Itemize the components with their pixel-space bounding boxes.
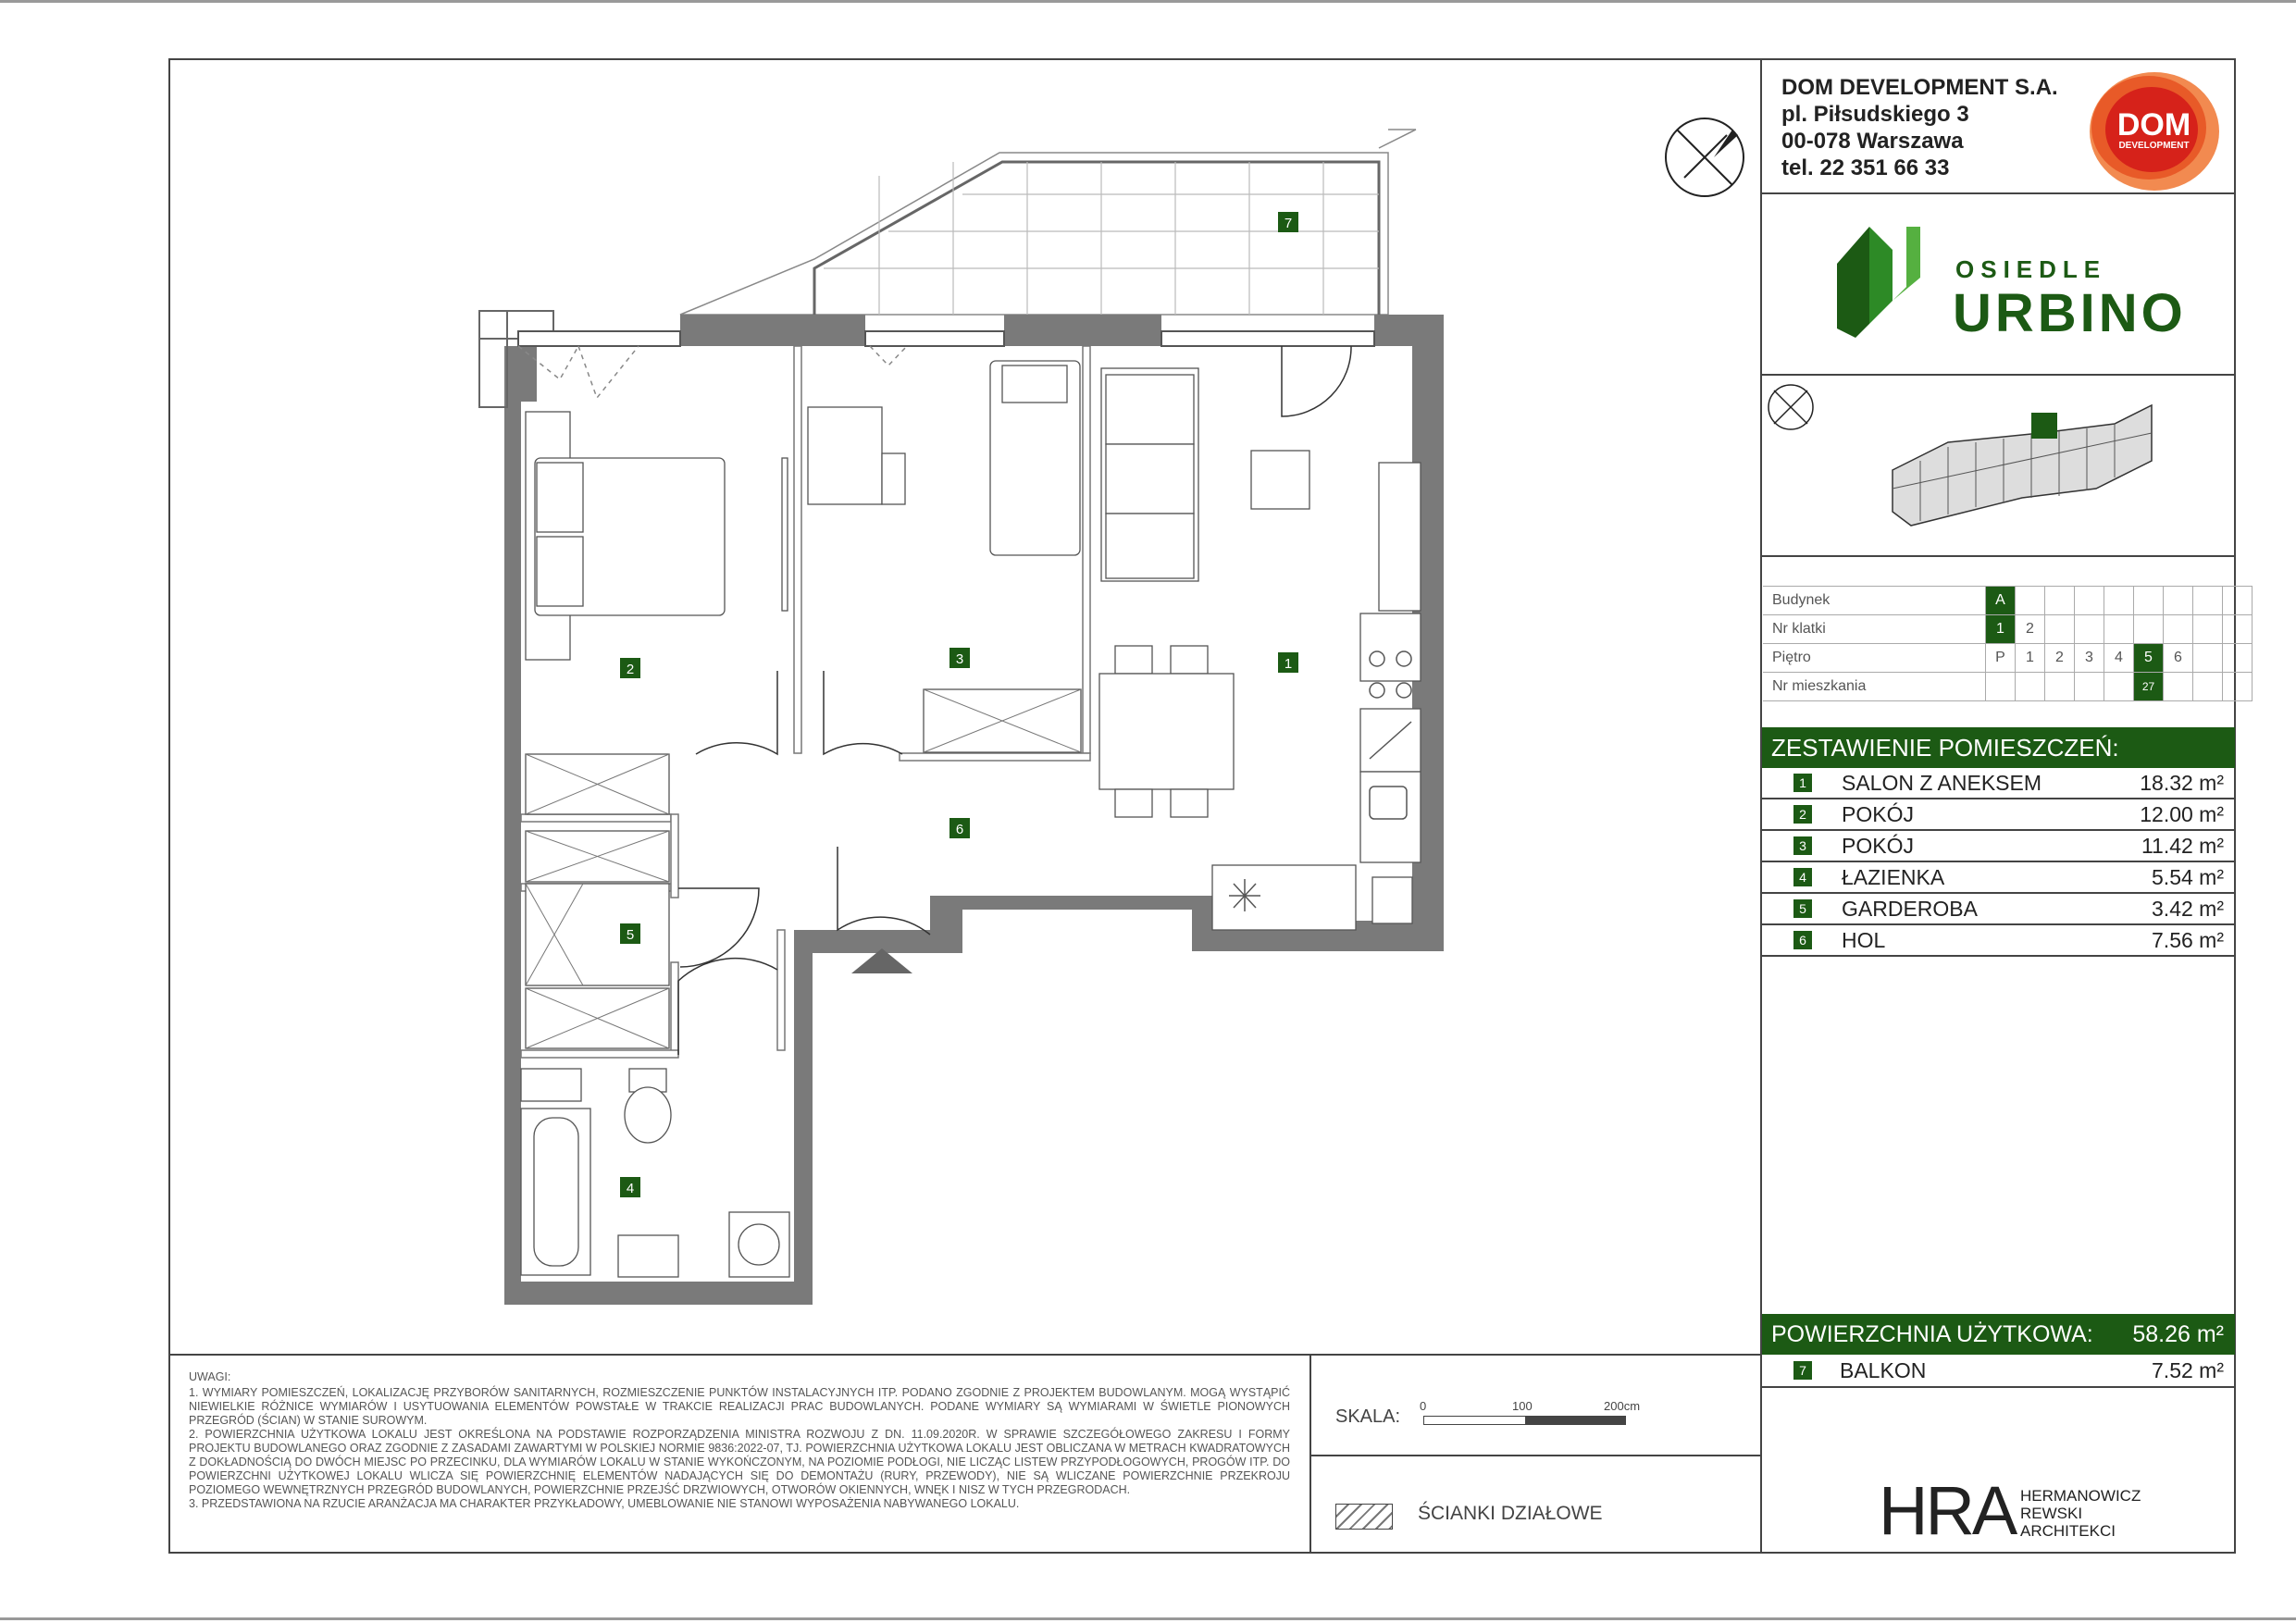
room-name: POKÓJ <box>1842 834 1914 858</box>
info-label-budynek: Budynek <box>1763 587 1986 615</box>
architect-name-2: REWSKI <box>2020 1505 2083 1522</box>
windows <box>518 331 1374 346</box>
rooms-header: ZESTAWIENIE POMIESZCZEŃ: <box>1762 727 2235 768</box>
info-value: P <box>1986 644 2016 673</box>
info-label-klatka: Nr klatki <box>1763 615 1986 644</box>
building-key-plan <box>1763 378 2235 553</box>
note-1: 1. WYMIARY POMIESZCZEŃ, LOKALIZACJĘ PRZYBORÓW SANITARNYCH, ROZMIESZCZENIE PUNKTÓW INSTALACYJNYCH ITP. PODANO ZGODNIE Z PROJEKTEM BUDOWLANYM. MOGĄ WYSTĄPIĆ NIEWIELKIE RÓŻNICE WYMIARÓW I USYTUOWANIA ELEMENTÓW POWSTAŁE W TRAKCIE REALIZACJI PRAC BUDOWLANYCH. PODANE WYMIARY SĄ WYMIARAMI W ŚWIETLE PIONOWYCH PRZEGRÓD (ŚCIAN) W STANIE SUROWYM. <box>189 1386 1290 1427</box>
total-area-value: 58.26 m² <box>2132 1321 2224 1347</box>
info-value: 5 <box>2134 644 2164 673</box>
partition-legend-label: ŚCIANKI DZIAŁOWE <box>1418 1503 1603 1524</box>
room-row <box>1762 799 2235 831</box>
room-row <box>1762 894 2235 925</box>
note-2: 2. POWIERZCHNIA UŻYTKOWA LOKALU JEST OKREŚLONA NA PODSTAWIE ROZPORZĄDZENIA MINISTRA ROZWOJU Z DN. 11.09.2020R. W SPRAWIE SZCZEGÓŁOWEGO ZAKRESU I FORMY PROJEKTU BUDOWLANEGO ORAZ ZGODNIE Z ZASADAMI ZAWARTYMI W POLSKIEJ NORMIE 9836:2022-07, TJ. POWIERZCHNIA UŻYTKOWA LOKALU JEST OBLICZANA W METRACH KWADRATOWYCH Z DOKŁADNOŚCIĄ DO DWÓCH MIEJSC PO PRZECINKU, DLA WYMIARÓW LOKALU W STANIE WYKOŃCZONYM, NA POZIOMIE PODŁOGI, NIE LICZĄC LISTEW PRZYPODŁOGOWYCH, PROGÓW ITP. DO POWIERZCHNI UŻYTKOWEJ LOKALU WLICZA SIĘ POWIERZCHNIĘ ELEMENTÓW NADAJĄCYCH SIĘ DO DEMONTAŻU (RURY, PRZEWODY), NIE SĄ WLICZANE POWIERZCHNIE PRZEKROJU POZIOMEGO WEWNĘTRZNYCH PRZEGRÓD BUDOWLANYCH, POWIERZCHNIE PRZEJŚĆ DRZWIOWYCH, OTWORÓW OKIENNYCH, WNĘK I NISZ W TYCH PRZEGRODACH. <box>189 1428 1290 1496</box>
room-name: GARDEROBA <box>1842 897 1978 921</box>
scale-bar <box>1423 1416 1626 1425</box>
architect-logo <box>1879 1472 2184 1549</box>
scale-tick-100: 100 <box>1512 1399 1533 1413</box>
svg-text:5: 5 <box>626 927 635 943</box>
notes-divider <box>1309 1354 1311 1554</box>
room-area: 7.56 m² <box>2152 928 2224 952</box>
info-value: 4 <box>2104 644 2134 673</box>
architect-initials: HRA <box>1879 1472 2016 1549</box>
north-arrow-icon <box>1666 118 1744 196</box>
info-row-mieszkanie <box>1763 673 2253 701</box>
logo-word-development: DEVELOPMENT <box>2118 140 2190 151</box>
svg-text:2: 2 <box>626 662 635 677</box>
info-value: A <box>1986 587 2016 615</box>
info-row-klatka <box>1763 615 2253 644</box>
project-divider <box>1760 374 2236 376</box>
info-value: 3 <box>2075 644 2104 673</box>
scale-divider <box>1309 1455 1762 1456</box>
svg-text:1: 1 <box>1284 656 1293 672</box>
company-name: DOM DEVELOPMENT S.A. <box>1781 75 2058 100</box>
room-number: 3 <box>1793 836 1812 855</box>
room-area: 7.52 m² <box>2152 1358 2224 1382</box>
total-area-label: POWIERZCHNIA UŻYTKOWA: <box>1771 1321 2093 1347</box>
bottom-rule <box>0 1617 2296 1620</box>
room-area: 18.32 m² <box>2140 771 2224 795</box>
room-number: 4 <box>1793 868 1812 886</box>
room-row <box>1762 831 2235 862</box>
svg-text:6: 6 <box>955 822 964 837</box>
note-3: 3. PRZEDSTAWIONA NA RZUCIE ARANŻACJA MA CHARAKTER PRZYKŁADOWY, UMEBLOWANIE NIE STANOWI WYPOSAŻENIA NABYWANEGO LOKALU. <box>189 1497 1020 1510</box>
room-area: 12.00 m² <box>2140 802 2224 826</box>
project-line1: OSIEDLE <box>1955 255 2107 283</box>
room-row <box>1762 768 2235 799</box>
partition-legend-swatch <box>1335 1504 1393 1530</box>
info-row-pietro <box>1763 644 2253 673</box>
room-area: 11.42 m² <box>2141 834 2224 858</box>
urbino-mark-icon <box>1837 222 1939 352</box>
scale-tick-200: 200cm <box>1604 1399 1641 1413</box>
company-city: 00-078 Warszawa <box>1781 129 1964 154</box>
project-line2: URBINO <box>1953 283 2187 343</box>
info-label-mieszkanie: Nr mieszkania <box>1763 673 1986 701</box>
bottom-strip-divider <box>168 1354 1762 1356</box>
balcony-row <box>1762 1355 2235 1388</box>
room-number: 1 <box>1793 774 1812 792</box>
room-name: ŁAZIENKA <box>1842 865 1945 889</box>
small-north-arrow-icon <box>1769 385 1813 429</box>
scale-label: SKALA: <box>1335 1406 1401 1427</box>
minimap-divider <box>1760 555 2236 557</box>
balcony <box>680 130 1416 315</box>
room-number: 2 <box>1793 805 1812 824</box>
logo-word-dom: DOM <box>2116 106 2191 142</box>
info-value: 1 <box>1986 615 2016 644</box>
room-name: POKÓJ <box>1842 802 1914 826</box>
svg-text:7: 7 <box>1284 216 1293 231</box>
info-value: 2 <box>2045 644 2075 673</box>
company-street: pl. Piłsudskiego 3 <box>1781 102 1969 127</box>
room-name: SALON Z ANEKSEM <box>1842 771 2042 795</box>
room-area: 5.54 m² <box>2152 865 2224 889</box>
room-row <box>1762 862 2235 894</box>
dom-development-logo <box>2082 65 2226 194</box>
architect-names <box>2020 1487 2141 1540</box>
svg-text:3: 3 <box>955 651 964 667</box>
company-phone: tel. 22 351 66 33 <box>1781 155 1950 180</box>
room-number: 5 <box>1793 899 1812 918</box>
urbino-logo <box>1837 222 2189 352</box>
scale-tick-0: 0 <box>1420 1399 1427 1413</box>
room-name: BALKON <box>1840 1358 1927 1382</box>
room-number: 6 <box>1793 931 1812 949</box>
room-number: 7 <box>1793 1361 1812 1380</box>
room-row <box>1762 925 2235 957</box>
info-value: 27 <box>2134 673 2164 701</box>
info-value: 1 <box>2016 644 2045 673</box>
info-row-budynek <box>1763 587 2253 615</box>
info-value: 2 <box>2016 615 2045 644</box>
info-value: 6 <box>2164 644 2193 673</box>
architect-name-1: HERMANOWICZ <box>2020 1487 2141 1505</box>
apartment-info-table <box>1763 586 2253 701</box>
company-address <box>1781 74 2058 181</box>
total-area-bar <box>1762 1314 2235 1355</box>
room-name: HOL <box>1842 928 1886 952</box>
notes-block <box>189 1370 1290 1511</box>
notes-title: UWAGI: <box>189 1370 231 1383</box>
architect-name-3: ARCHITEKCI <box>2020 1522 2116 1540</box>
rooms-list <box>1762 768 2235 957</box>
room-area: 3.42 m² <box>2152 897 2224 921</box>
svg-text:4: 4 <box>626 1181 635 1196</box>
info-label-pietro: Piętro <box>1763 644 1986 673</box>
